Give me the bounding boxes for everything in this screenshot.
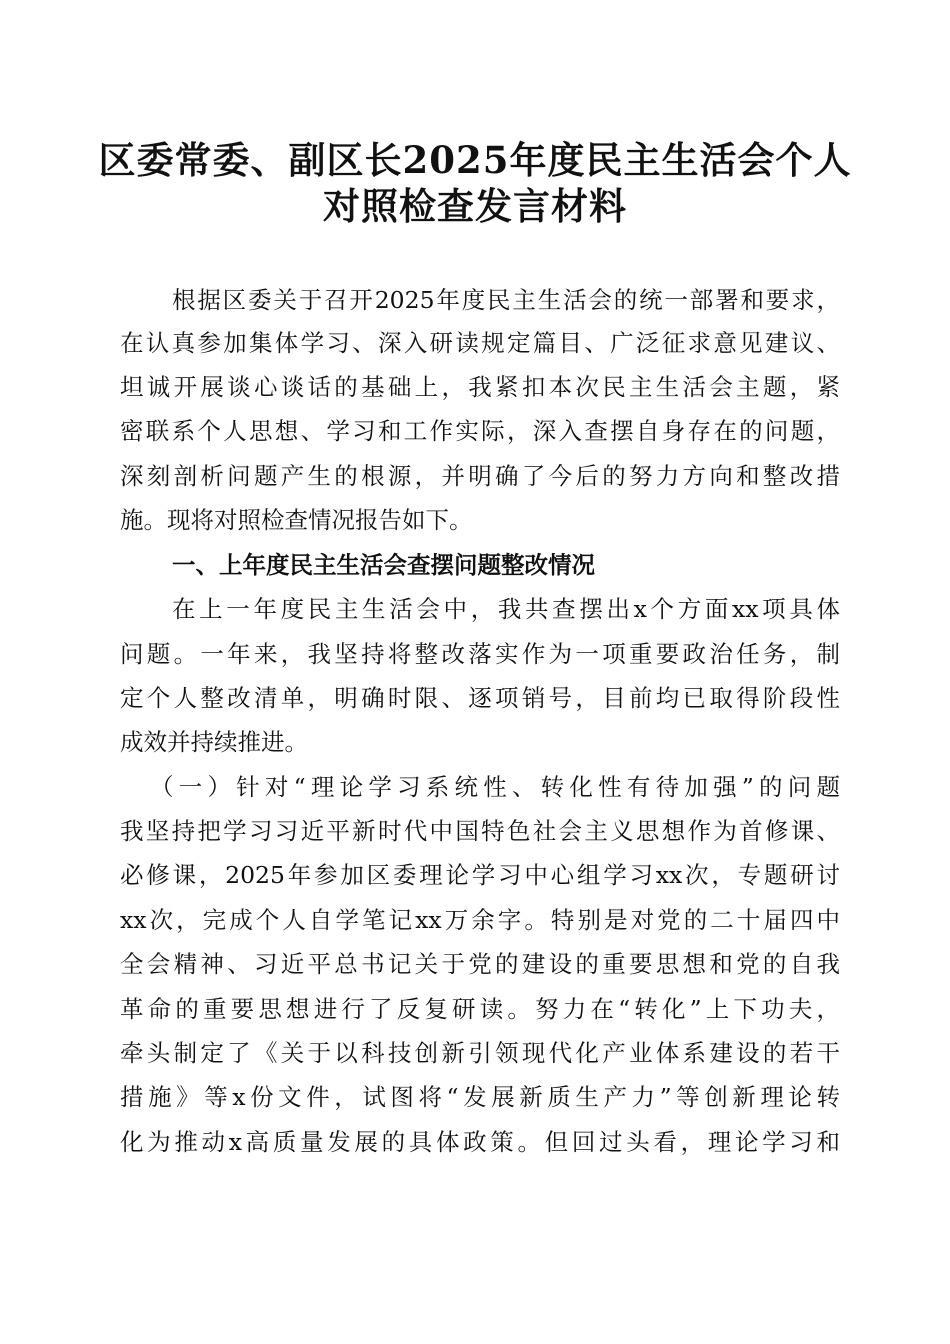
intro-line: 深刻剖析问题产生的根源，并明确了今后的努力方向和整改措 xyxy=(120,462,840,490)
intro-line: 在认真参加集体学习、深入研读规定篇目、广泛征求意见建议、 xyxy=(120,329,840,357)
intro-line: 施。现将对照检查情况报告如下。 xyxy=(120,506,473,534)
subsection-line: 措施》等x份文件，试图将“发展新质生产力”等创新理论转 xyxy=(120,1083,840,1111)
subsection-line: 必修课，2025年参加区委理论学习中心组学习xx次，专题研讨 xyxy=(120,861,840,889)
subsection-line: xx次，完成个人自学笔记xx万余字。特别是对党的二十届四中 xyxy=(120,906,840,934)
subsection-line: 化为推动x高质量发展的具体政策。但回过头看，理论学习和 xyxy=(120,1128,840,1156)
section-line: 问题。一年来，我坚持将整改落实作为一项重要政治任务，制 xyxy=(120,640,840,668)
section-heading: 一、上年度民主生活会查摆问题整改情况 xyxy=(172,551,595,579)
subsection-heading: （一）针对“理论学习系统性、转化性有待加强”的问题 xyxy=(150,773,840,801)
intro-line: 坦诚开展谈心谈话的基础上，我紧扣本次民主生活会主题，紧 xyxy=(120,373,840,401)
subsection-line: 我坚持把学习习近平新时代中国特色社会主义思想作为首修课、 xyxy=(120,817,840,845)
subsection-line: 全会精神、习近平总书记关于党的建设的重要思想和党的自我 xyxy=(120,950,840,978)
document-title-line-2: 对照检查发言材料 xyxy=(323,184,627,228)
subsection-line: 牵头制定了《关于以科技创新引领现代化产业体系建设的若干 xyxy=(120,1039,840,1067)
intro-line: 根据区委关于召开2025年度民主生活会的统一部署和要求， xyxy=(172,286,840,314)
section-line: 在上一年度民主生活会中，我共查摆出x个方面xx项具体 xyxy=(172,595,840,623)
section-line: 定个人整改清单，明确时限、逐项销号，目前均已取得阶段性 xyxy=(120,684,840,712)
intro-line: 密联系个人思想、学习和工作实际，深入查摆自身存在的问题， xyxy=(120,417,840,445)
section-line: 成效并持续推进。 xyxy=(120,728,308,756)
subsection-line: 革命的重要思想进行了反复研读。努力在“转化”上下功夫， xyxy=(120,995,840,1023)
document-title-line-1: 区委常委、副区长2025年度民主生活会个人 xyxy=(98,138,852,182)
